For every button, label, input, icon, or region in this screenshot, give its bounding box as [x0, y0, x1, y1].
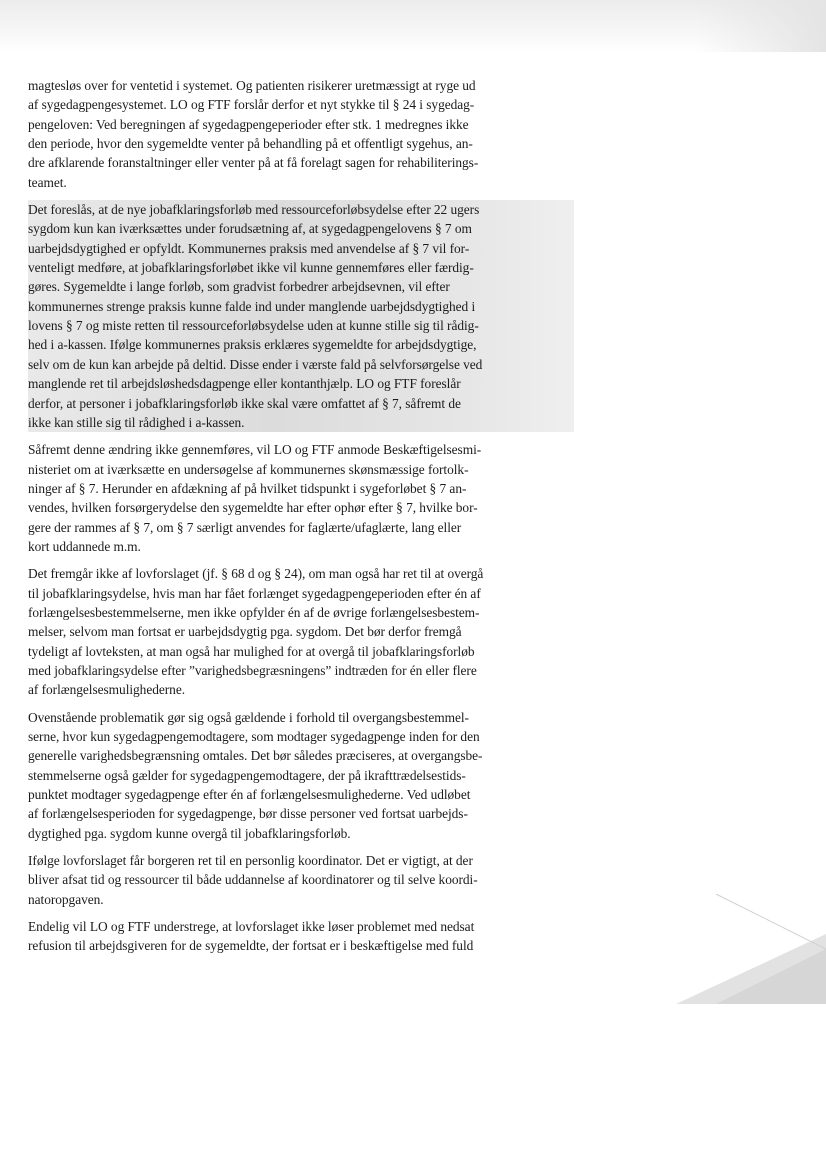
text-line: hed i a-kassen. Ifølge kommunernes praksis erklæres sygemeldte for arbejdsdygtige, — [28, 337, 477, 353]
paragraph-lovforslaget-overgang — [28, 564, 574, 699]
text-line: Det fremgår ikke af lovforslaget (jf. § 68 d og § 24), om man også har ret til at overgå — [28, 566, 484, 582]
text-line: dre afklarende foranstaltninger eller venter på at få forelagt sagen for rehabiliterings- — [28, 155, 479, 171]
text-line: ninger af § 7. Herunder en afdækning af på hvilket tidspunkt i sygeforløbet § 7 an- — [28, 480, 467, 496]
text-line: nisteriet om at iværksætte en undersøgelse af kommunernes skønsmæssige fortolk- — [28, 461, 469, 477]
text-line: generelle varighedsbegrænsning omtales. Det bør således præciseres, at overgangsbe- — [28, 748, 483, 764]
text-line: Ovenstående problematik gør sig også gældende i forhold til overgangsbestemmel- — [28, 709, 469, 725]
document-page — [28, 76, 574, 964]
text-line: gere der rammes af § 7, om § 7 særligt anvendes for faglærte/ufaglærte, lang eller — [28, 519, 462, 535]
text-line: Det foreslås, at de nye jobafklaringsforløb med ressourceforløbsydelse efter 22 ugers — [28, 202, 480, 218]
text-line: sygdom kun kan iværksættes under forudsætning af, at sygedagpengelovens § 7 om — [28, 221, 472, 237]
text-line: lovens § 7 og miste retten til ressourceforløbsydelse uden at kunne stille sig til rådig- — [28, 318, 479, 334]
scan-fold-shadow — [676, 894, 826, 1004]
text-line: refusion til arbejdsgiveren for de sygemeldte, der fortsat er i beskæftigelse med fuld — [28, 938, 474, 954]
text-line: natoropgaven. — [28, 891, 104, 907]
text-line: af sygedagpengesystemet. LO og FTF forslår derfor et nyt stykke til § 24 i sygedag- — [28, 97, 475, 113]
paragraph-refusion — [28, 917, 574, 956]
paragraph-koordinator — [28, 851, 574, 909]
text-line: derfor, at personer i jobafklaringsforløb ikke skal være omfattet af § 7, såfremt de — [28, 395, 461, 411]
text-line: stemmelserne også gælder for sygedagpengemodtagere, der på ikrafttrædelsestids- — [28, 767, 466, 783]
text-line: manglende ret til arbejdsløshedsdagpenge eller kontanthjælp. LO og FTF foreslår — [28, 376, 461, 392]
text-line: Ifølge lovforslaget får borgeren ret til en personlig koordinator. Det er vigtigt, at der — [28, 853, 473, 869]
text-line: tydeligt af lovteksten, at man også har mulighed for at overgå til jobafklaringsforløb — [28, 643, 475, 659]
text-line: punktet modtager sygedagpenge efter én af forlængelsesmulighederne. Ved udløbet — [28, 787, 471, 803]
text-line: af forlængelsesperioden for sygedagpenge, bør disse personer ved fortsat uarbejds- — [28, 806, 468, 822]
text-line: venteligt medføre, at jobafklaringsforløbet ikke vil kunne gennemføres eller færdig- — [28, 260, 474, 276]
text-line: uarbejdsdygtighed er opfyldt. Kommunernes praksis med anvendelse af § 7 vil for- — [28, 240, 470, 256]
text-line: til jobafklaringsydelse, hvis man har fået forlænget sygedagpengeperioden efter én af — [28, 585, 481, 601]
paragraph-ventetid — [28, 76, 574, 192]
text-line: forlængelsesbestemmelserne, men ikke opfylder én af de øvrige forlængelsesbestem- — [28, 604, 480, 620]
text-line: vendes, hvilken forsørgerydelse den sygemeldte har efter ophør efter § 7, hvilke bor- — [28, 500, 478, 516]
text-line: Endelig vil LO og FTF understrege, at lovforslaget ikke løser problemet med nedsat — [28, 919, 475, 935]
scan-top-edge — [0, 0, 826, 52]
text-line: serne, hvor kun sygedagpengemodtagere, som modtager sygedagpenge inden for den — [28, 729, 480, 744]
text-line: ikke kan stille sig til rådighed i a-kassen. — [28, 414, 245, 430]
paragraph-jobafklaringsforloeb — [28, 200, 574, 432]
text-line: melser, selvom man fortsat er uarbejdsdygtig pga. sygdom. Det bør derfor fremgå — [28, 624, 462, 640]
text-line: af forlængelsesmulighederne. — [28, 682, 186, 698]
text-line: med jobafklaringsydelse efter ”varighedsbegræsningens” indtræden for én eller flere — [28, 662, 477, 678]
text-line: magtesløs over for ventetid i systemet. Og patienten risikerer uretmæssigt at ryge ud — [28, 78, 476, 93]
text-line: bliver afsat tid og ressourcer til både uddannelse af koordinatorer og til selve koordi- — [28, 872, 478, 888]
text-line: teamet. — [28, 174, 67, 190]
text-line: selv om de kun kan arbejde på deltid. Disse ender i værste fald på selvforsørgelse ved — [28, 356, 483, 372]
text-line: den periode, hvor den sygemeldte venter på behandling på et offentligt sygehus, an- — [28, 136, 473, 152]
text-line: kort uddannede m.m. — [28, 538, 141, 554]
paragraph-paragraf-7-undersoegelse — [28, 440, 574, 556]
text-line: gøres. Sygemeldte i lange forløb, som gradvist forbedrer arbejdsevnen, vil efter — [28, 279, 450, 295]
text-line: dygtighed pga. sygdom kunne overgå til jobafklaringsforløb. — [28, 825, 351, 841]
text-line: pengeloven: Ved beregningen af sygedagpengeperioder efter stk. 1 medregnes ikke — [28, 116, 469, 132]
text-line: Såfremt denne ændring ikke gennemføres, vil LO og FTF anmode Beskæftigelsesmi- — [28, 442, 482, 458]
text-line: kommunernes strenge praksis kunne falde ind under manglende uarbejdsdygtighed i — [28, 298, 476, 314]
paragraph-overgangsbestemmelser — [28, 708, 574, 843]
